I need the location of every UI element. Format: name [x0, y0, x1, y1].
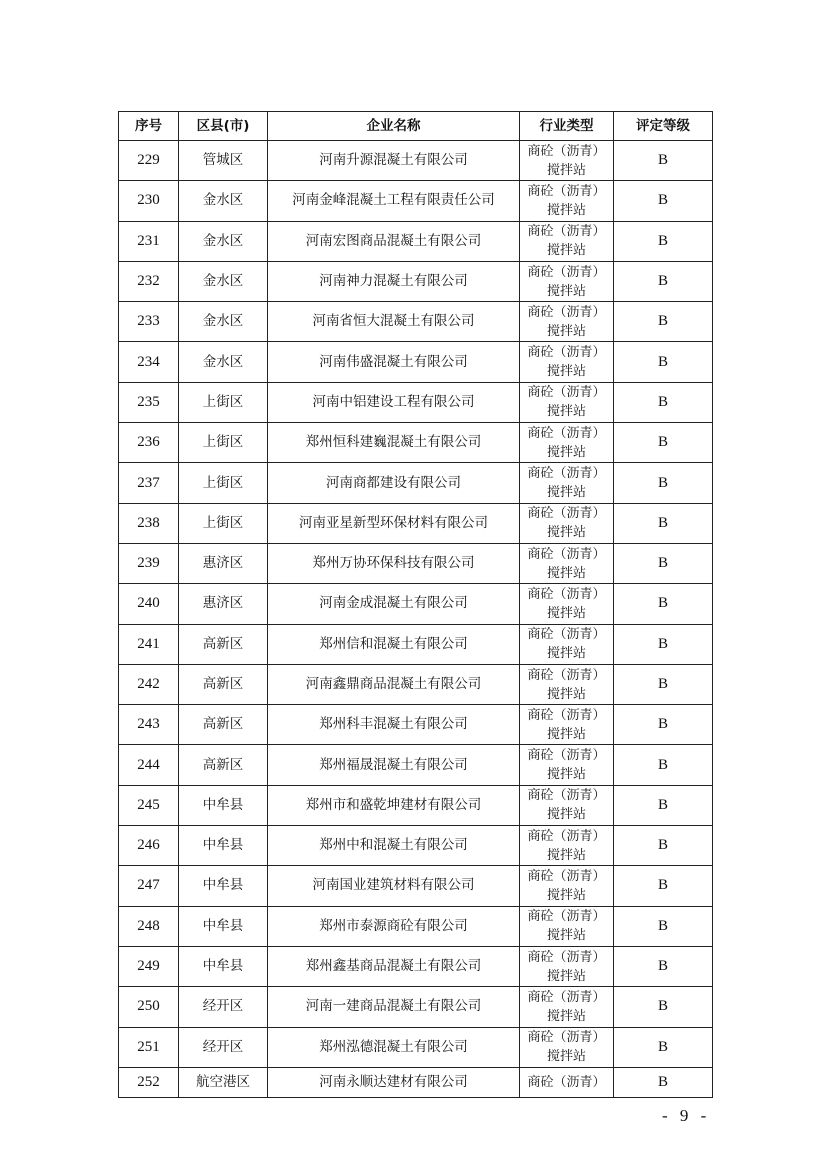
company-cell: 河南伟盛混凝土有限公司 — [268, 342, 520, 382]
grade-cell: B — [614, 181, 713, 221]
table-row — [119, 826, 713, 866]
company-cell: 河南金成混凝土有限公司 — [268, 584, 520, 624]
district-cell: 中牟县 — [179, 866, 268, 906]
table-header-row — [119, 112, 713, 141]
grade-cell: B — [614, 826, 713, 866]
industry-type-line2: 搅拌站 — [546, 767, 586, 783]
industry-type-cell — [520, 785, 614, 825]
grade-cell: B — [614, 503, 713, 543]
serial-cell: 239 — [119, 543, 179, 583]
serial-cell: 243 — [119, 705, 179, 745]
table-row — [119, 785, 713, 825]
district-cell: 金水区 — [179, 302, 268, 342]
industry-type-line2: 搅拌站 — [546, 847, 586, 863]
table-row — [119, 906, 713, 946]
company-cell: 郑州中和混凝土有限公司 — [268, 826, 520, 866]
industry-type-cell — [520, 906, 614, 946]
industry-type-cell — [520, 1027, 614, 1067]
industry-type-cell — [520, 624, 614, 664]
district-cell: 上街区 — [179, 382, 268, 422]
industry-type-cell — [520, 423, 614, 463]
industry-type-line1: 商砼（沥青） — [527, 627, 606, 643]
industry-type-line1: 商砼（沥青） — [527, 385, 606, 401]
industry-type-line1: 商砼（沥青） — [527, 506, 606, 522]
industry-type-line2: 搅拌站 — [546, 404, 586, 420]
industry-type-line2: 搅拌站 — [546, 1049, 586, 1065]
grade-cell: B — [614, 745, 713, 785]
grade-cell: B — [614, 141, 713, 181]
industry-type-line2: 搅拌站 — [546, 968, 586, 984]
table-row — [119, 745, 713, 785]
grade-cell: B — [614, 1067, 713, 1097]
grade-cell: B — [614, 785, 713, 825]
district-cell: 金水区 — [179, 342, 268, 382]
company-cell: 河南宏图商品混凝土有限公司 — [268, 221, 520, 261]
company-cell: 郑州市和盛乾坤建材有限公司 — [268, 785, 520, 825]
company-cell: 河南中铝建设工程有限公司 — [268, 382, 520, 422]
industry-type-cell — [520, 463, 614, 503]
grade-cell: B — [614, 1027, 713, 1067]
industry-type-line1: 商砼（沥青） — [527, 586, 606, 602]
serial-cell: 251 — [119, 1027, 179, 1067]
industry-type-cell — [520, 261, 614, 301]
grade-cell: B — [614, 221, 713, 261]
industry-type-cell — [520, 664, 614, 704]
grade-cell: B — [614, 342, 713, 382]
industry-type-line1: 商砼（沥青） — [527, 143, 606, 159]
industry-type-line2: 搅拌站 — [546, 605, 586, 621]
serial-cell: 234 — [119, 342, 179, 382]
grade-cell: B — [614, 906, 713, 946]
industry-type-line2: 搅拌站 — [546, 283, 586, 299]
district-cell: 惠济区 — [179, 543, 268, 583]
company-cell: 河南神力混凝土有限公司 — [268, 261, 520, 301]
company-cell: 河南国业建筑材料有限公司 — [268, 866, 520, 906]
industry-type-line1: 商砼（沥青） — [527, 1074, 606, 1090]
industry-type-line1: 商砼（沥青） — [527, 909, 606, 925]
industry-type-cell — [520, 584, 614, 624]
industry-type-cell — [520, 141, 614, 181]
company-cell: 河南商都建设有限公司 — [268, 463, 520, 503]
table-row — [119, 664, 713, 704]
header-serial: 序号 — [119, 112, 179, 141]
industry-type-line2: 搅拌站 — [546, 444, 586, 460]
company-cell: 郑州恒科建巍混凝土有限公司 — [268, 423, 520, 463]
grade-cell: B — [614, 866, 713, 906]
serial-cell: 242 — [119, 664, 179, 704]
company-cell: 郑州科丰混凝土有限公司 — [268, 705, 520, 745]
serial-cell: 233 — [119, 302, 179, 342]
header-company: 企业名称 — [268, 112, 520, 141]
industry-type-line1: 商砼（沥青） — [527, 1030, 606, 1046]
serial-cell: 249 — [119, 946, 179, 986]
company-cell: 郑州万协环保科技有限公司 — [268, 543, 520, 583]
table-row — [119, 423, 713, 463]
serial-cell: 245 — [119, 785, 179, 825]
grade-cell: B — [614, 664, 713, 704]
company-cell: 河南鑫鼎商品混凝土有限公司 — [268, 664, 520, 704]
grade-cell: B — [614, 624, 713, 664]
grade-cell: B — [614, 382, 713, 422]
district-cell: 金水区 — [179, 261, 268, 301]
industry-type-line2: 搅拌站 — [546, 807, 586, 823]
industry-type-line2: 搅拌站 — [546, 485, 586, 501]
industry-type-line1: 商砼（沥青） — [527, 425, 606, 441]
serial-cell: 248 — [119, 906, 179, 946]
industry-type-line2: 搅拌站 — [546, 364, 586, 380]
company-cell: 河南省恒大混凝土有限公司 — [268, 302, 520, 342]
industry-type-line1: 商砼（沥青） — [527, 828, 606, 844]
industry-type-line1: 商砼（沥青） — [527, 183, 606, 199]
company-cell: 郑州福晟混凝土有限公司 — [268, 745, 520, 785]
table-row — [119, 1027, 713, 1067]
industry-type-line2: 搅拌站 — [546, 1008, 586, 1024]
serial-cell: 238 — [119, 503, 179, 543]
industry-type-line1: 商砼（沥青） — [527, 707, 606, 723]
industry-type-line1: 商砼（沥青） — [527, 748, 606, 764]
industry-type-line1: 商砼（沥青） — [527, 345, 606, 361]
district-cell: 中牟县 — [179, 785, 268, 825]
table-row — [119, 141, 713, 181]
industry-type-cell — [520, 705, 614, 745]
industry-type-cell — [520, 866, 614, 906]
company-cell: 郑州泓德混凝土有限公司 — [268, 1027, 520, 1067]
serial-cell: 230 — [119, 181, 179, 221]
page-number: - 9 - — [662, 1106, 711, 1125]
industry-type-line1: 商砼（沥青） — [527, 989, 606, 1005]
table-row — [119, 342, 713, 382]
table-row — [119, 302, 713, 342]
company-cell: 河南金峰混凝土工程有限责任公司 — [268, 181, 520, 221]
header-grade: 评定等级 — [614, 112, 713, 141]
industry-type-line1: 商砼（沥青） — [527, 868, 606, 884]
industry-type-line1: 商砼（沥青） — [527, 949, 606, 965]
industry-type-line1: 商砼（沥青） — [527, 788, 606, 804]
industry-type-line2: 搅拌站 — [546, 646, 586, 662]
serial-cell: 237 — [119, 463, 179, 503]
serial-cell: 231 — [119, 221, 179, 261]
serial-cell: 252 — [119, 1067, 179, 1097]
industry-type-cell — [520, 1067, 614, 1097]
table-row — [119, 221, 713, 261]
company-cell: 河南一建商品混凝土有限公司 — [268, 987, 520, 1027]
industry-type-cell — [520, 987, 614, 1027]
table-row — [119, 624, 713, 664]
industry-type-cell — [520, 543, 614, 583]
district-cell: 高新区 — [179, 624, 268, 664]
serial-cell: 240 — [119, 584, 179, 624]
header-district: 区县(市) — [179, 112, 268, 141]
company-cell: 河南升源混凝土有限公司 — [268, 141, 520, 181]
industry-type-line2: 搅拌站 — [546, 202, 586, 218]
industry-type-line1: 商砼（沥青） — [527, 224, 606, 240]
table-row — [119, 584, 713, 624]
industry-type-line1: 商砼（沥青） — [527, 667, 606, 683]
industry-type-line2: 搅拌站 — [546, 887, 586, 903]
district-cell: 金水区 — [179, 221, 268, 261]
table-row — [119, 946, 713, 986]
serial-cell: 247 — [119, 866, 179, 906]
grade-cell: B — [614, 543, 713, 583]
grade-cell: B — [614, 423, 713, 463]
district-cell: 中牟县 — [179, 826, 268, 866]
table-row — [119, 1067, 713, 1097]
district-cell: 金水区 — [179, 181, 268, 221]
grade-cell: B — [614, 946, 713, 986]
serial-cell: 235 — [119, 382, 179, 422]
industry-type-line2: 搅拌站 — [546, 162, 586, 178]
grade-cell: B — [614, 987, 713, 1027]
industry-type-cell — [520, 302, 614, 342]
district-cell: 中牟县 — [179, 906, 268, 946]
serial-cell: 241 — [119, 624, 179, 664]
district-cell: 高新区 — [179, 745, 268, 785]
company-cell: 河南永顺达建材有限公司 — [268, 1067, 520, 1097]
industry-type-cell — [520, 946, 614, 986]
district-cell: 中牟县 — [179, 946, 268, 986]
industry-type-line1: 商砼（沥青） — [527, 304, 606, 320]
district-cell: 高新区 — [179, 664, 268, 704]
industry-type-cell — [520, 382, 614, 422]
serial-cell: 232 — [119, 261, 179, 301]
industry-type-line2: 搅拌站 — [546, 525, 586, 541]
industry-type-line2: 搅拌站 — [546, 928, 586, 944]
district-cell: 航空港区 — [179, 1067, 268, 1097]
grade-cell: B — [614, 584, 713, 624]
district-cell: 上街区 — [179, 503, 268, 543]
district-cell: 上街区 — [179, 463, 268, 503]
district-cell: 经开区 — [179, 987, 268, 1027]
district-cell: 管城区 — [179, 141, 268, 181]
district-cell: 惠济区 — [179, 584, 268, 624]
district-cell: 经开区 — [179, 1027, 268, 1067]
company-cell: 河南亚星新型环保材料有限公司 — [268, 503, 520, 543]
grade-cell: B — [614, 705, 713, 745]
enterprise-rating-table — [118, 111, 713, 1098]
industry-type-cell — [520, 503, 614, 543]
industry-type-line2: 搅拌站 — [546, 323, 586, 339]
grade-cell: B — [614, 261, 713, 301]
table-row — [119, 181, 713, 221]
industry-type-cell — [520, 221, 614, 261]
industry-type-cell — [520, 745, 614, 785]
industry-type-cell — [520, 826, 614, 866]
serial-cell: 229 — [119, 141, 179, 181]
table-row — [119, 382, 713, 422]
industry-type-line1: 商砼（沥青） — [527, 546, 606, 562]
company-cell: 郑州市泰源商砼有限公司 — [268, 906, 520, 946]
table-row — [119, 463, 713, 503]
company-cell: 郑州鑫基商品混凝土有限公司 — [268, 946, 520, 986]
serial-cell: 236 — [119, 423, 179, 463]
table-row — [119, 987, 713, 1027]
company-cell: 郑州信和混凝土有限公司 — [268, 624, 520, 664]
industry-type-line2: 搅拌站 — [546, 726, 586, 742]
industry-type-line1: 商砼（沥青） — [527, 466, 606, 482]
table-row — [119, 705, 713, 745]
industry-type-cell — [520, 181, 614, 221]
industry-type-line2: 搅拌站 — [546, 243, 586, 259]
table-row — [119, 261, 713, 301]
industry-type-line2: 搅拌站 — [546, 565, 586, 581]
industry-type-line1: 商砼（沥青） — [527, 264, 606, 280]
district-cell: 高新区 — [179, 705, 268, 745]
table-row — [119, 866, 713, 906]
serial-cell: 250 — [119, 987, 179, 1027]
table-row — [119, 543, 713, 583]
serial-cell: 244 — [119, 745, 179, 785]
grade-cell: B — [614, 302, 713, 342]
district-cell: 上街区 — [179, 423, 268, 463]
header-industry-type: 行业类型 — [520, 112, 614, 141]
grade-cell: B — [614, 463, 713, 503]
serial-cell: 246 — [119, 826, 179, 866]
table-row — [119, 503, 713, 543]
industry-type-line2: 搅拌站 — [546, 686, 586, 702]
industry-type-cell — [520, 342, 614, 382]
